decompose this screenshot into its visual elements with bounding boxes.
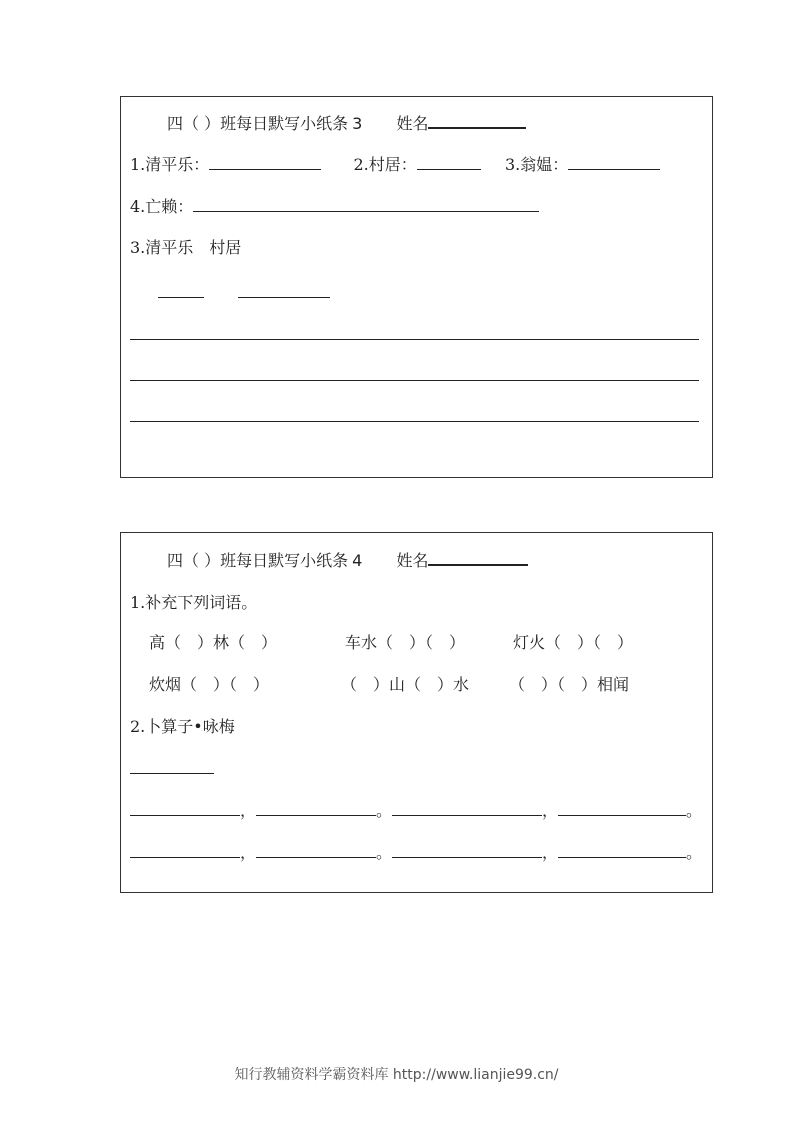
card-number: 4 xyxy=(352,551,363,570)
word-fill-4[interactable]: 炊烟（ ）（ ） xyxy=(149,675,270,694)
answer-blank[interactable] xyxy=(130,759,214,774)
answer-blank[interactable] xyxy=(392,801,542,816)
question-cunju: 2.村居： xyxy=(353,155,417,174)
comma: ， xyxy=(240,843,257,862)
answer-blank[interactable] xyxy=(417,155,481,170)
answer-blank[interactable] xyxy=(256,843,376,858)
dictation-card-4 xyxy=(120,532,713,893)
word-fill-5[interactable]: （ ）山（ ）水 xyxy=(341,675,470,694)
name-label: 姓名 xyxy=(396,114,429,133)
poem-title-blanks xyxy=(158,283,330,303)
poem-line-row-1 xyxy=(130,801,702,821)
poem-line-row-2 xyxy=(130,843,702,863)
answer-blank[interactable] xyxy=(158,283,204,298)
answer-blank[interactable] xyxy=(558,843,686,858)
writing-line[interactable] xyxy=(130,380,699,381)
question-row-4 xyxy=(130,197,539,217)
comma: ， xyxy=(542,801,559,820)
answer-blank[interactable] xyxy=(238,283,330,298)
word-fill-6[interactable]: （ ）（ ）相闻 xyxy=(509,675,630,694)
name-blank[interactable] xyxy=(428,113,526,129)
card-title-row xyxy=(167,550,528,571)
card-title: 四（ ）班每日默写小纸条 xyxy=(167,551,349,570)
footer-source: 知行教辅资料学霸资料库 http://www.lianjie99.cn/ xyxy=(234,1067,559,1083)
poem-title-blank-row xyxy=(130,759,214,779)
answer-blank[interactable] xyxy=(130,843,240,858)
question-heading-2: 2.卜算子•咏梅 xyxy=(130,717,235,736)
writing-line[interactable] xyxy=(130,421,699,422)
question-wengao: 3.翁媪： xyxy=(504,155,569,174)
question-qingpingle: 1.清平乐： xyxy=(130,155,210,174)
name-blank[interactable] xyxy=(428,550,528,566)
question-row-1 xyxy=(130,155,660,175)
word-fill-1[interactable]: 高（ ）林（ ） xyxy=(149,633,278,652)
period: 。 xyxy=(686,843,703,862)
answer-blank[interactable] xyxy=(568,155,660,170)
answer-blank[interactable] xyxy=(256,801,376,816)
word-fill-3[interactable]: 灯火（ ）（ ） xyxy=(513,633,634,652)
period: 。 xyxy=(376,843,393,862)
card-title-row xyxy=(167,113,526,134)
answer-blank[interactable] xyxy=(130,801,240,816)
comma: ， xyxy=(542,843,559,862)
answer-blank[interactable] xyxy=(392,843,542,858)
question-wulai: 4.亡赖： xyxy=(130,197,194,216)
writing-line[interactable] xyxy=(130,339,699,340)
card-title: 四（ ）班每日默写小纸条 xyxy=(167,114,349,133)
dictation-card-3 xyxy=(120,96,713,478)
period: 。 xyxy=(376,801,393,820)
word-fill-2[interactable]: 车水（ ）（ ） xyxy=(345,633,466,652)
answer-blank[interactable] xyxy=(209,155,321,170)
comma: ， xyxy=(240,801,257,820)
answer-blank[interactable] xyxy=(193,197,539,212)
section-heading: 3.清平乐 村居 xyxy=(130,238,242,257)
question-heading-1: 1.补充下列词语。 xyxy=(130,593,258,612)
card-number: 3 xyxy=(352,114,363,133)
period: 。 xyxy=(686,801,703,820)
answer-blank[interactable] xyxy=(558,801,686,816)
name-label: 姓名 xyxy=(396,551,429,570)
